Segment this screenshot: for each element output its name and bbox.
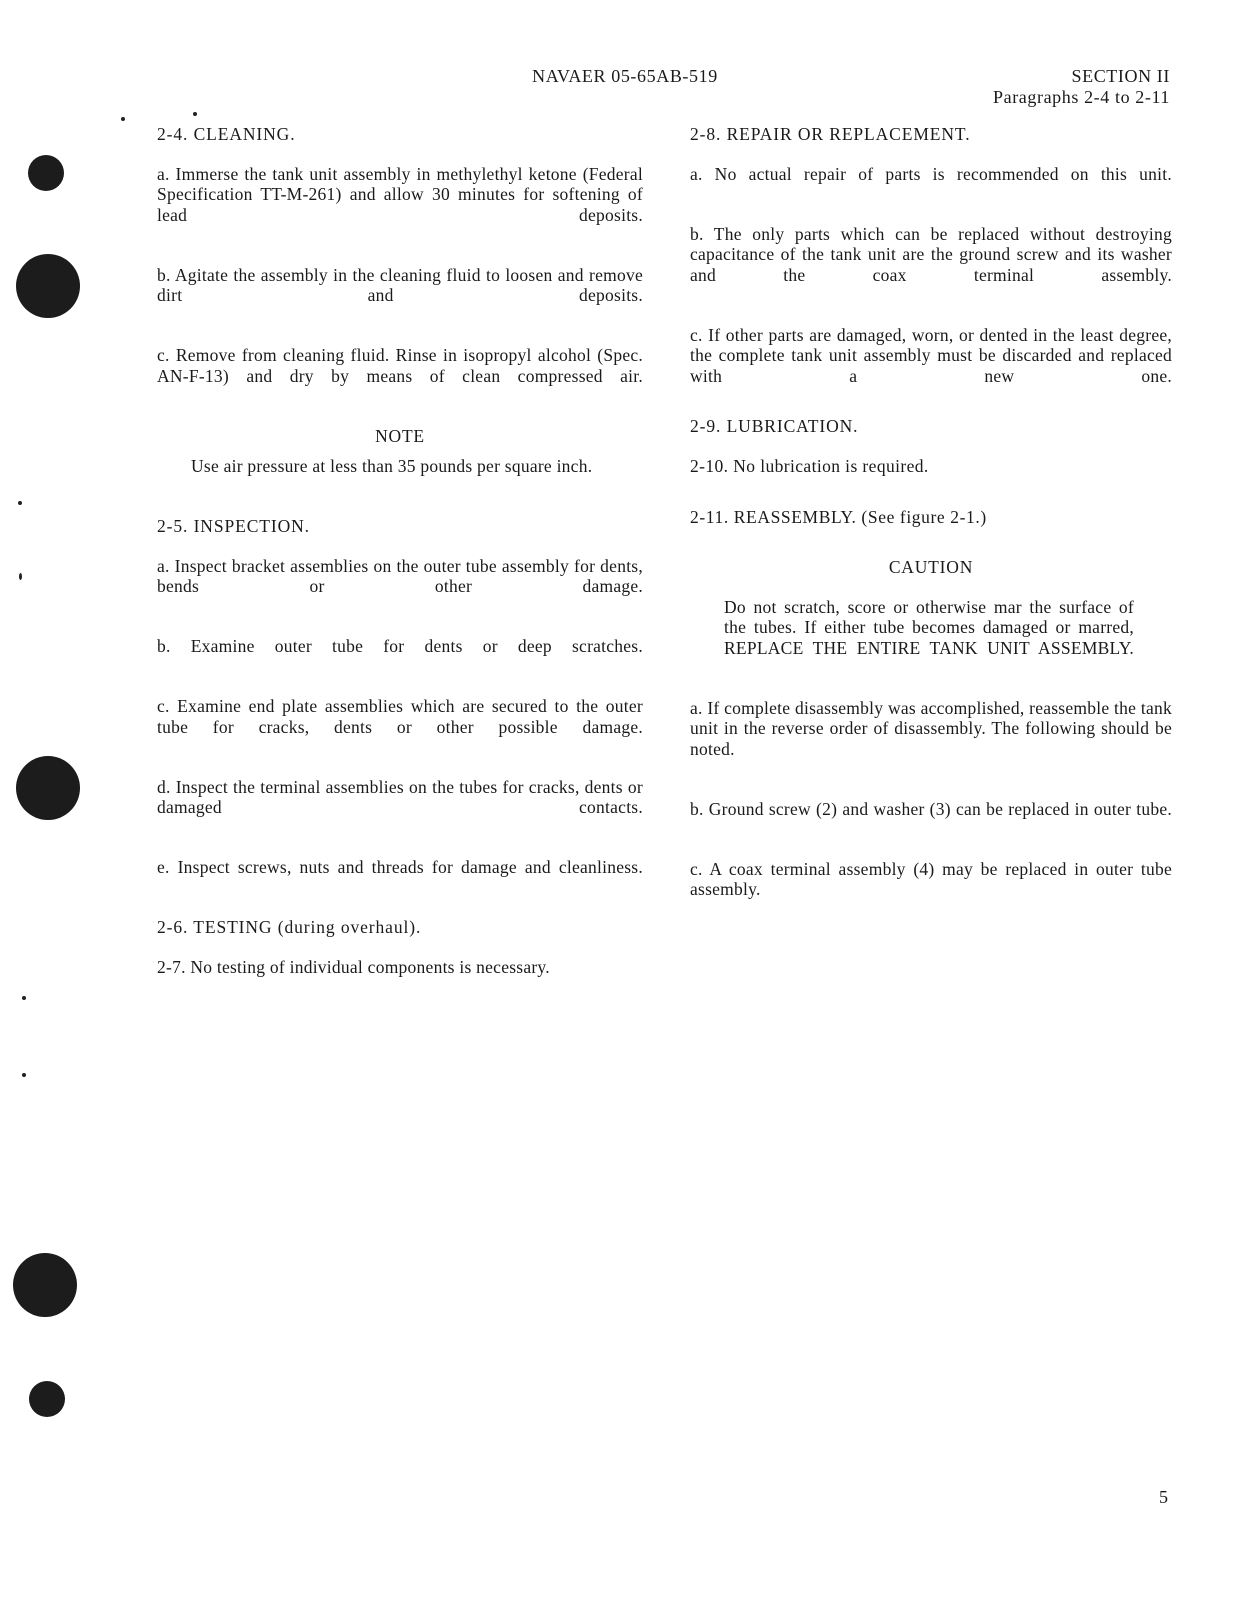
scan-speck [22, 996, 26, 1000]
page-number: 5 [1159, 1487, 1168, 1507]
scan-speck [18, 501, 22, 505]
repair-step-c: c. If other parts are damaged, worn, or dented in the least degree, the complete tank unit assembly must be discarded and replaced with a new one. [690, 324, 1172, 386]
lubrication-text: 2-10. No lubrication is required. [690, 456, 929, 476]
testing-text: 2-7. No testing of individual components is necessary. [157, 956, 550, 977]
lubrication-heading: 2-9. LUBRICATION. [690, 415, 859, 436]
left-column [157, 118, 643, 998]
document-number: NAVAER 05-65AB-519 [532, 66, 718, 86]
testing-heading: 2-6. TESTING (during overhaul). [157, 917, 422, 937]
scan-speck [193, 112, 197, 116]
section-label: SECTION II [1071, 66, 1170, 86]
cleaning-step-b: b. Agitate the assembly in the cleaning fluid to loosen and remove dirt and deposits. [157, 264, 643, 305]
right-column [690, 118, 1172, 920]
reassembly-step-a: a. If complete disassembly was accomplished, reassemble the tank unit in the reverse order of disassembly. The following should be noted. [690, 697, 1172, 759]
cleaning-step-c: c. Remove from cleaning fluid. Rinse in isopropyl alcohol (Spec. AN-F-13) and dry by means of clean compressed air. [157, 345, 643, 386]
repair-step-a: a. No actual repair of parts is recommended on this unit. [690, 163, 1172, 184]
reassembly-heading: 2-11. REASSEMBLY. (See figure 2-1.) [690, 506, 987, 527]
paragraph-range: Paragraphs 2-4 to 2-11 [993, 87, 1170, 107]
section-block [993, 66, 1170, 108]
inspection-step-c: c. Examine end plate assemblies which are secured to the outer tube for cracks, dents or other possible damage. [157, 696, 643, 737]
inspection-heading: 2-5. INSPECTION. [157, 516, 310, 536]
scan-speck [19, 573, 22, 580]
inspection-step-e: e. Inspect screws, nuts and threads for damage and cleanliness. [157, 857, 643, 877]
inspection-step-b: b. Examine outer tube for dents or deep scratches. [157, 636, 643, 656]
scan-speck [121, 117, 125, 121]
inspection-step-d: d. Inspect the terminal assemblies on the tubes for cracks, dents or damaged contacts. [157, 776, 643, 817]
binder-hole [16, 254, 80, 318]
repair-heading: 2-8. REPAIR OR REPLACEMENT. [690, 124, 971, 144]
caution-text: Do not scratch, score or otherwise mar the surface of the tubes. If either tube becomes damaged or marred, REPLACE THE ENTIRE TANK UNIT ASSEMBLY. [724, 596, 1134, 658]
inspection-step-a: a. Inspect bracket assemblies on the outer tube assembly for dents, bends or other damage. [157, 555, 643, 596]
binder-hole [29, 1381, 65, 1417]
reassembly-step-c: c. A coax terminal assembly (4) may be replaced in outer tube assembly. [690, 858, 1172, 899]
repair-step-b: b. The only parts which can be replaced without destroying capacitance of the tank unit are the ground screw and its washer and the coax terminal assembly. [690, 223, 1172, 285]
note-title: NOTE [375, 425, 425, 446]
reassembly-step-b: b. Ground screw (2) and washer (3) can be replaced in outer tube. [690, 798, 1172, 819]
scan-speck [22, 1073, 26, 1077]
binder-hole [16, 756, 80, 820]
binder-hole [13, 1253, 77, 1317]
binder-hole [28, 155, 64, 191]
caution-title: CAUTION [888, 557, 974, 577]
note-text: Use air pressure at less than 35 pounds per square inch. [191, 456, 593, 476]
cleaning-step-a: a. Immerse the tank unit assembly in methylethyl ketone (Federal Specification TT-M-261) and allow 30 minutes for softening of lead deposits. [157, 163, 643, 225]
cleaning-heading: 2-4. CLEANING. [157, 124, 296, 144]
